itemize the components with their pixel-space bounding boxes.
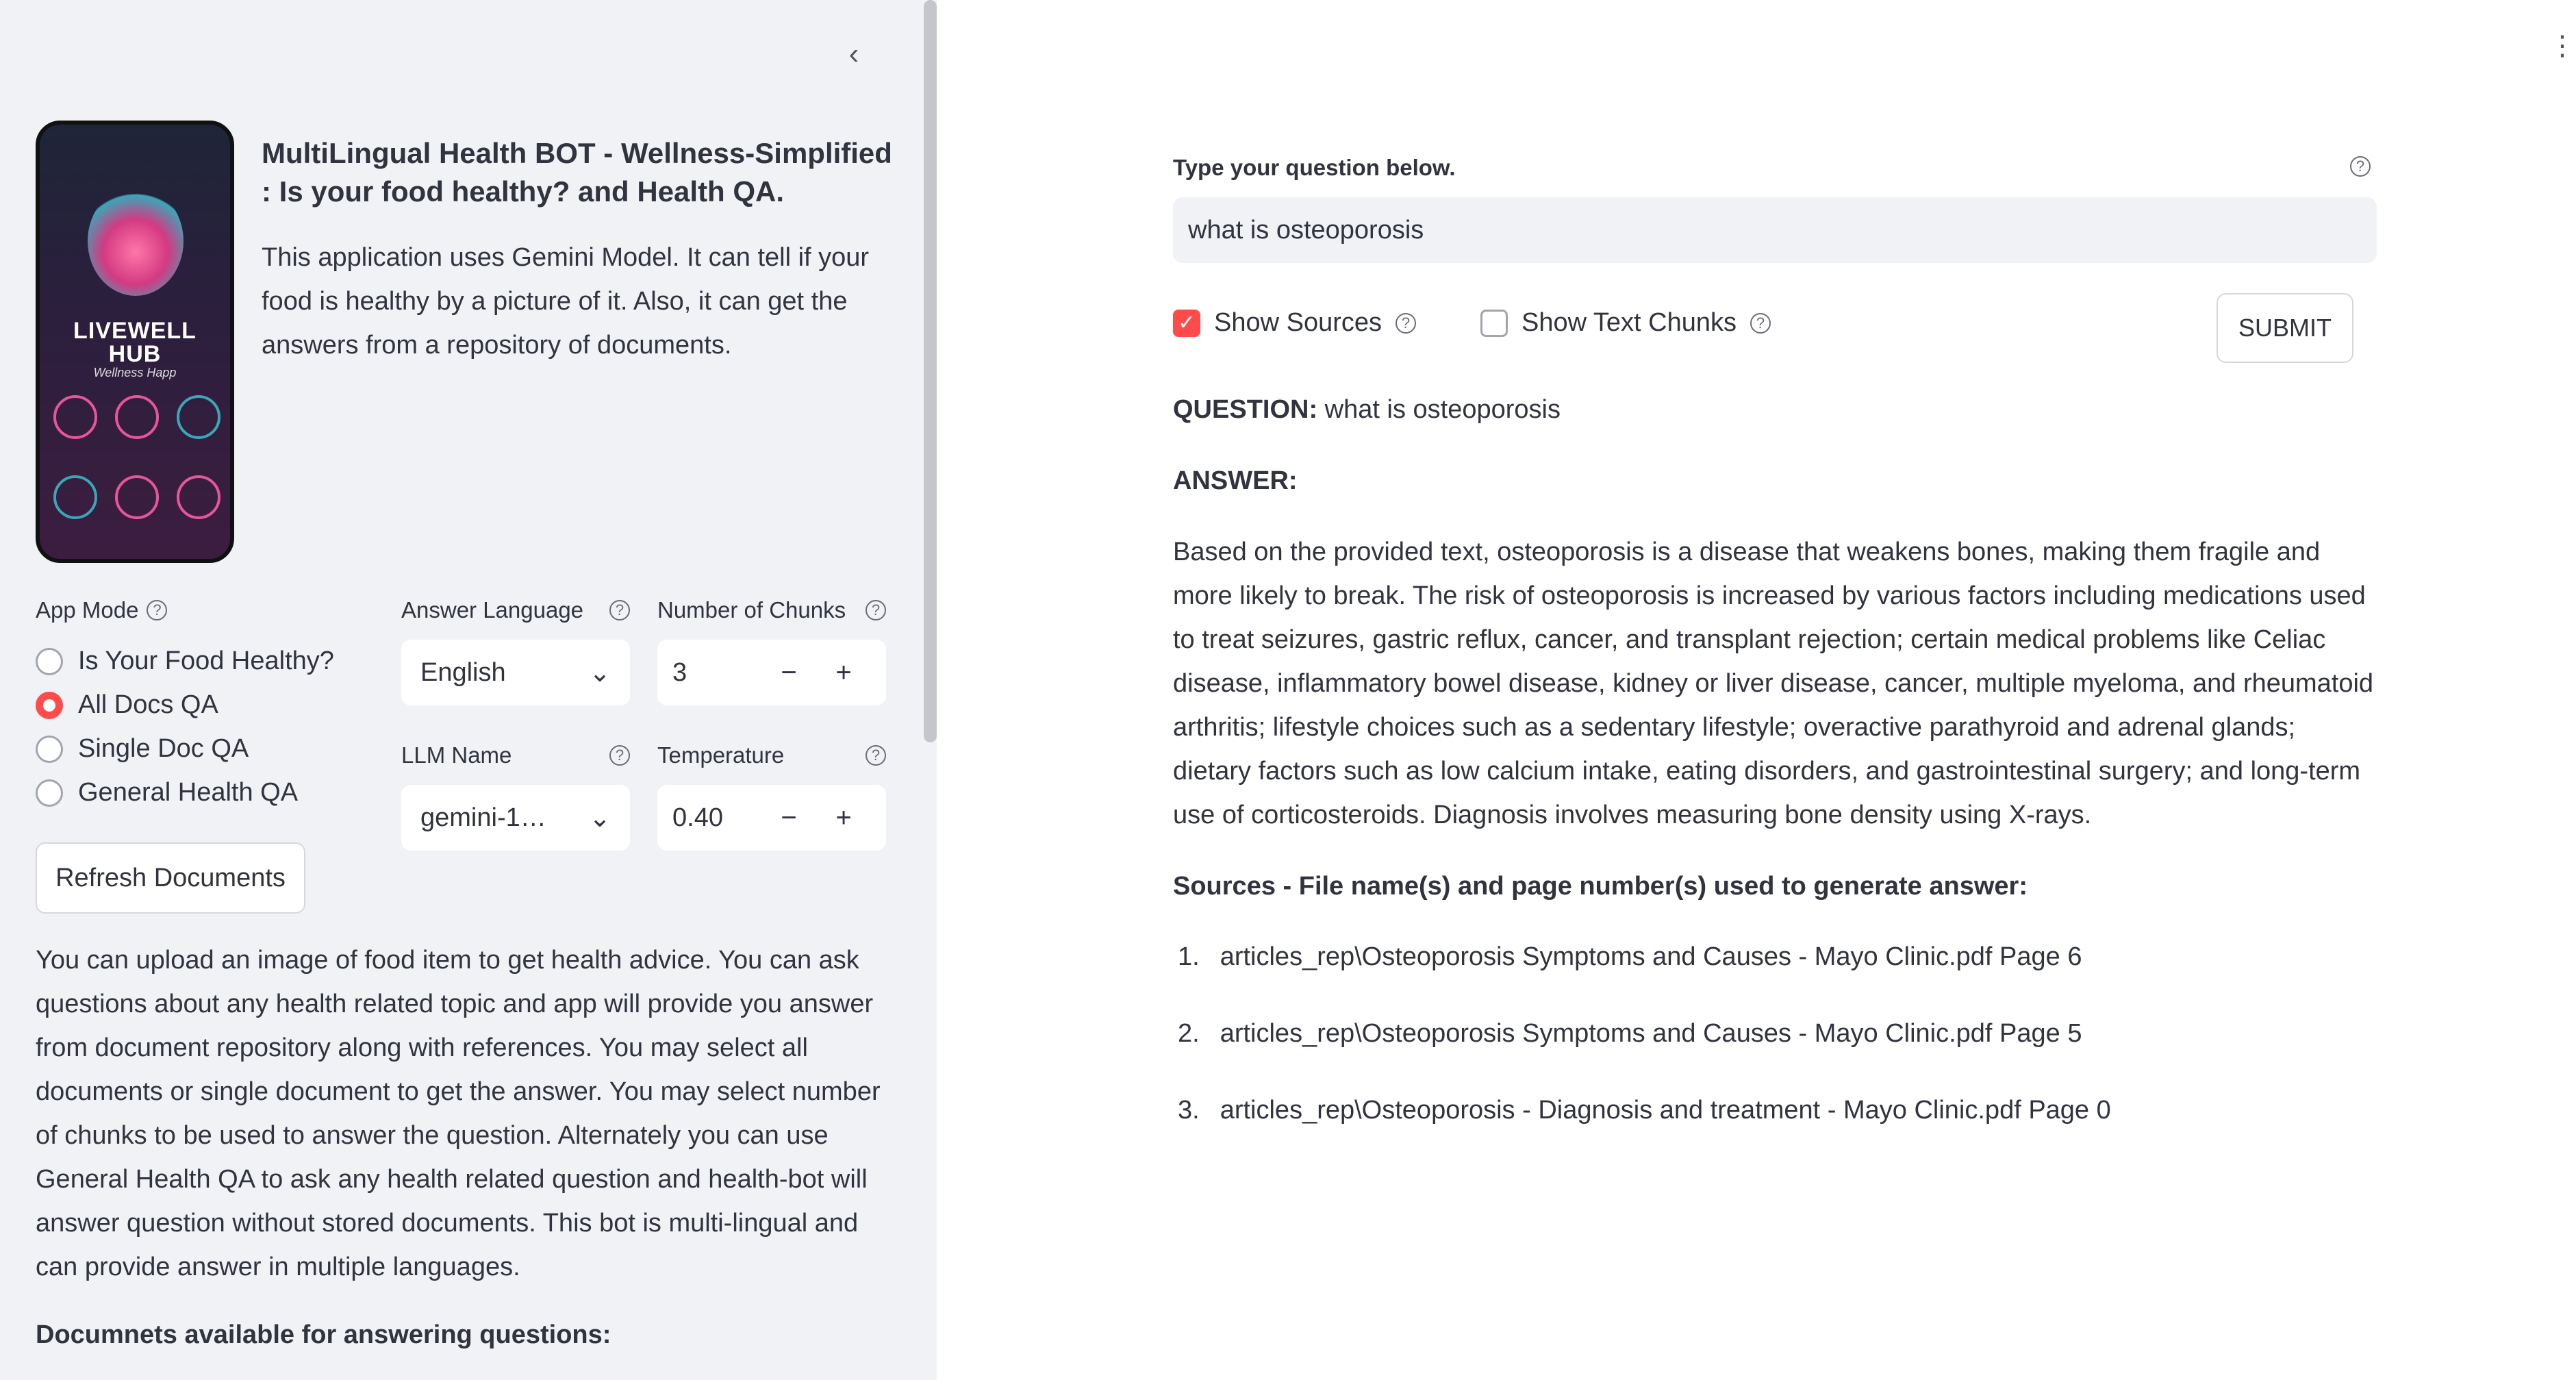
- lotus-graphic: [88, 186, 184, 296]
- decrement-icon[interactable]: −: [781, 657, 797, 688]
- app-description: This application uses Gemini Model. It can tell if your food is healthy by a picture of it. Also, it can get the answers from a repository of documents.: [262, 243, 870, 360]
- source-list-item: [1178, 1096, 2111, 1125]
- answer-heading: ANSWER:: [1173, 466, 1298, 495]
- source-number: 3.: [1178, 1096, 1200, 1125]
- temperature-help-icon[interactable]: ?: [866, 745, 886, 766]
- chevron-down-icon: ⌄: [589, 803, 611, 833]
- show-text-chunks-help-icon[interactable]: ?: [1750, 313, 1771, 334]
- app-title: MultiLingual Health BOT - Wellness-Simplified : Is your food healthy? and Health QA.: [262, 137, 892, 208]
- refresh-documents-button[interactable]: Refresh Documents: [36, 842, 305, 914]
- documents-heading: Documnets available for answering questions:: [36, 1320, 611, 1349]
- show-sources-checkbox[interactable]: [1173, 308, 1416, 338]
- logo-tagline: Wellness Happ: [93, 366, 177, 379]
- number-of-chunks-label: Number of Chunks: [657, 597, 846, 623]
- health-icon: [53, 475, 97, 519]
- number-of-chunks-value[interactable]: 3: [672, 657, 687, 687]
- decrement-icon[interactable]: −: [781, 802, 797, 833]
- question-help-icon[interactable]: ?: [2350, 156, 2371, 177]
- nutrition-icon: [53, 395, 97, 439]
- radio-circle[interactable]: [36, 648, 63, 675]
- tracker-icon: [115, 475, 159, 519]
- chevron-down-icon: ⌄: [589, 658, 611, 688]
- show-sources-help-icon[interactable]: ?: [1396, 313, 1416, 334]
- sidebar-long-description: You can upload an image of food item to get health advice. You can ask questions about any health related topic and app will provide you answer from document repository along with references. You may select all documents or single document to get the answer. You may select number of chunks to be used to answer the question. Alternately you can use General Health QA to ask any health related question and health-bot will answer question without stored documents. This bot is multi-lingual and can provide answer in multiple languages.: [36, 946, 881, 1281]
- radio-single-doc-qa[interactable]: [36, 734, 249, 764]
- app-mode-help-icon[interactable]: ?: [147, 600, 167, 620]
- collapse-sidebar-icon[interactable]: ‹: [848, 37, 859, 71]
- radio-is-your-food-healthy[interactable]: [36, 647, 334, 676]
- radio-circle[interactable]: [36, 736, 63, 763]
- radio-label: Single Doc QA: [78, 734, 249, 763]
- show-text-chunks-checkbox[interactable]: [1480, 308, 1771, 338]
- source-text: articles_rep\Osteoporosis Symptoms and Causes - Mayo Clinic.pdf Page 5: [1220, 1019, 2082, 1048]
- sidebar: [0, 0, 937, 1380]
- llm-name-help-icon[interactable]: ?: [609, 745, 630, 766]
- radio-all-docs-qa[interactable]: [36, 690, 218, 720]
- llm-name-value: gemini-1…: [420, 803, 546, 832]
- increment-icon[interactable]: +: [835, 657, 852, 688]
- logo-brand-line1: LIVEWELL: [73, 318, 197, 344]
- llm-name-select[interactable]: [401, 785, 630, 851]
- source-list-item: [1178, 1019, 2082, 1049]
- show-text-chunks-label: Show Text Chunks: [1521, 308, 1737, 337]
- mind-icon: [177, 475, 220, 519]
- logo-brand-line2: HUB: [108, 341, 162, 367]
- temperature-label-row: [657, 742, 886, 768]
- radio-label: Is Your Food Healthy?: [78, 647, 334, 675]
- source-number: 1.: [1178, 942, 1200, 971]
- radio-general-health-qa[interactable]: [36, 778, 298, 807]
- question-input[interactable]: what is osteoporosis: [1173, 197, 2377, 263]
- increment-icon[interactable]: +: [835, 802, 852, 833]
- app-mode-label-row: [36, 597, 167, 623]
- radio-label: All Docs QA: [78, 690, 218, 719]
- sources-heading: Sources - File name(s) and page number(s) used to generate answer:: [1173, 872, 2028, 901]
- show-sources-label: Show Sources: [1214, 308, 1382, 337]
- number-of-chunks-stepper[interactable]: [657, 640, 886, 705]
- temperature-value[interactable]: 0.40: [672, 803, 723, 832]
- daily-tips-icon: [115, 395, 159, 439]
- app-mode-label: App Mode: [36, 597, 139, 623]
- number-of-chunks-help-icon[interactable]: ?: [866, 600, 886, 620]
- question-prefix: QUESTION:: [1173, 395, 1318, 424]
- sidebar-scrollbar[interactable]: [924, 0, 937, 742]
- number-of-chunks-label-row: [657, 597, 886, 623]
- source-text: articles_rep\Osteoporosis - Diagnosis and treatment - Mayo Clinic.pdf Page 0: [1220, 1096, 2111, 1125]
- checkbox-unchecked-icon[interactable]: [1480, 310, 1508, 337]
- source-list-item: [1178, 942, 2082, 972]
- source-text: articles_rep\Osteoporosis Symptoms and Causes - Mayo Clinic.pdf Page 6: [1220, 942, 2082, 971]
- llm-name-label: LLM Name: [401, 742, 512, 768]
- answer-language-value: English: [420, 657, 506, 687]
- answer-language-help-icon[interactable]: ?: [609, 600, 630, 620]
- answer-language-label: Answer Language: [401, 597, 584, 623]
- question-echo-text: what is osteoporosis: [1317, 395, 1561, 424]
- answer-language-select[interactable]: [401, 640, 630, 705]
- radio-label: General Health QA: [78, 778, 299, 807]
- temperature-stepper[interactable]: [657, 785, 886, 851]
- source-number: 2.: [1178, 1019, 1200, 1048]
- question-echo: [1173, 388, 2378, 431]
- checkbox-checked-icon[interactable]: ✓: [1173, 310, 1200, 337]
- temperature-label: Temperature: [657, 742, 785, 768]
- radio-circle[interactable]: [36, 779, 63, 807]
- radio-circle-selected[interactable]: [36, 692, 63, 719]
- llm-name-label-row: [401, 742, 630, 768]
- main-menu-icon[interactable]: ⋮: [2549, 31, 2576, 61]
- question-label: Type your question below.: [1173, 155, 1456, 180]
- submit-button[interactable]: SUBMIT: [2217, 293, 2353, 363]
- app-logo-image: [36, 121, 234, 563]
- answer-text: Based on the provided text, osteoporosis is a disease that weakens bones, making them fragile and more likely to break. The risk of osteoporosis is increased by various factors including medications used to treat seizures, gastric reflux, cancer, and transplant rejection; certain medical problems like Celiac disease, inflammatory bowel disease, kidney or liver disease, cancer, multiple myeloma, and rheumatoid arthritis; lifestyle choices such as a sedentary lifestyle; overactive parathyroid and adrenal glands; dietary factors such as low calcium intake, eating disorders, and gastrointestinal surgery; and long-term use of corticosteroids. Diagnosis involves measuring bone density using X-rays.: [1173, 538, 2374, 829]
- activity-icon: [177, 395, 220, 439]
- answer-language-label-row: [401, 597, 630, 623]
